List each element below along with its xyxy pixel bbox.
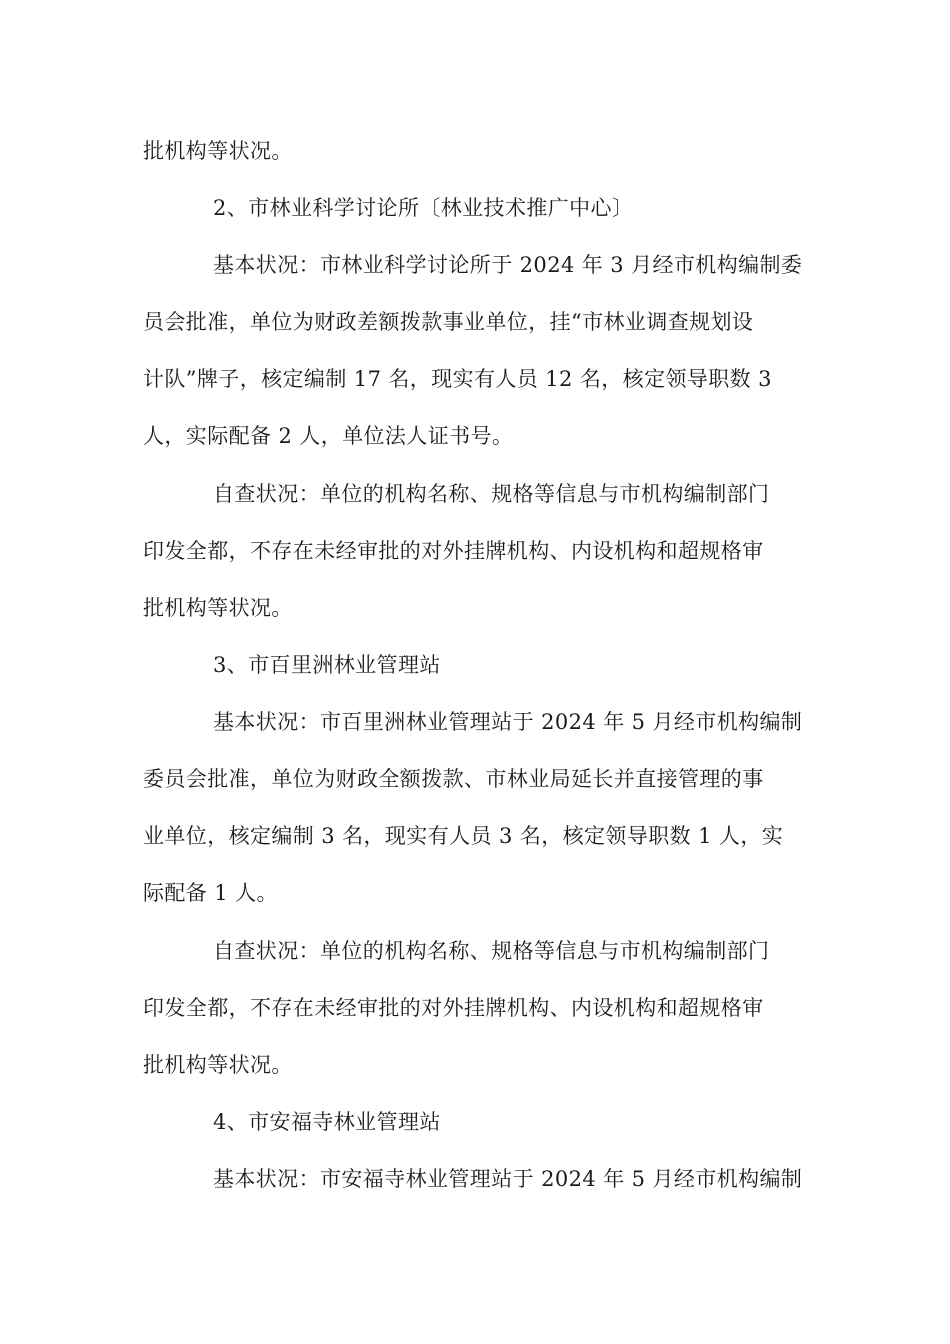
paragraph-line: 基本状况：市林业科学讨论所于 2024 年 3 月经市机构编制委 bbox=[213, 253, 803, 277]
section-heading: 3、市百里洲林业管理站 bbox=[213, 653, 441, 677]
paragraph-line: 业单位，核定编制 3 名，现实有人员 3 名，核定领导职数 1 人，实 bbox=[143, 824, 784, 848]
paragraph-line: 印发全都，不存在未经审批的对外挂牌机构、内设机构和超规格审 bbox=[143, 539, 764, 563]
paragraph-line: 自查状况：单位的机构名称、规格等信息与市机构编制部门 bbox=[213, 482, 770, 506]
paragraph-line: 际配备 1 人。 bbox=[143, 881, 278, 905]
paragraph-line: 委员会批准，单位为财政全额拨款、市林业局延长并直接管理的事 bbox=[143, 767, 764, 791]
paragraph-line: 计队”牌子，核定编制 17 名，现实有人员 12 名，核定领导职数 3 bbox=[143, 367, 772, 391]
paragraph-line: 批机构等状况。 bbox=[143, 596, 293, 620]
paragraph-line: 印发全都，不存在未经审批的对外挂牌机构、内设机构和超规格审 bbox=[143, 996, 764, 1020]
paragraph-line: 人，实际配备 2 人，单位法人证书号。 bbox=[143, 424, 514, 448]
section-heading: 4、市安福寺林业管理站 bbox=[213, 1110, 441, 1134]
paragraph-line: 自查状况：单位的机构名称、规格等信息与市机构编制部门 bbox=[213, 939, 770, 963]
paragraph-line: 基本状况：市安福寺林业管理站于 2024 年 5 月经市机构编制 bbox=[213, 1167, 803, 1191]
paragraph-line: 批机构等状况。 bbox=[143, 139, 293, 163]
paragraph-line: 基本状况：市百里洲林业管理站于 2024 年 5 月经市机构编制 bbox=[213, 710, 803, 734]
paragraph-line: 批机构等状况。 bbox=[143, 1053, 293, 1077]
paragraph-line: 员会批准，单位为财政差额拨款事业单位，挂“市林业调查规划设 bbox=[143, 310, 754, 334]
section-heading: 2、市林业科学讨论所〔林业技术推广中心〕 bbox=[213, 196, 634, 220]
